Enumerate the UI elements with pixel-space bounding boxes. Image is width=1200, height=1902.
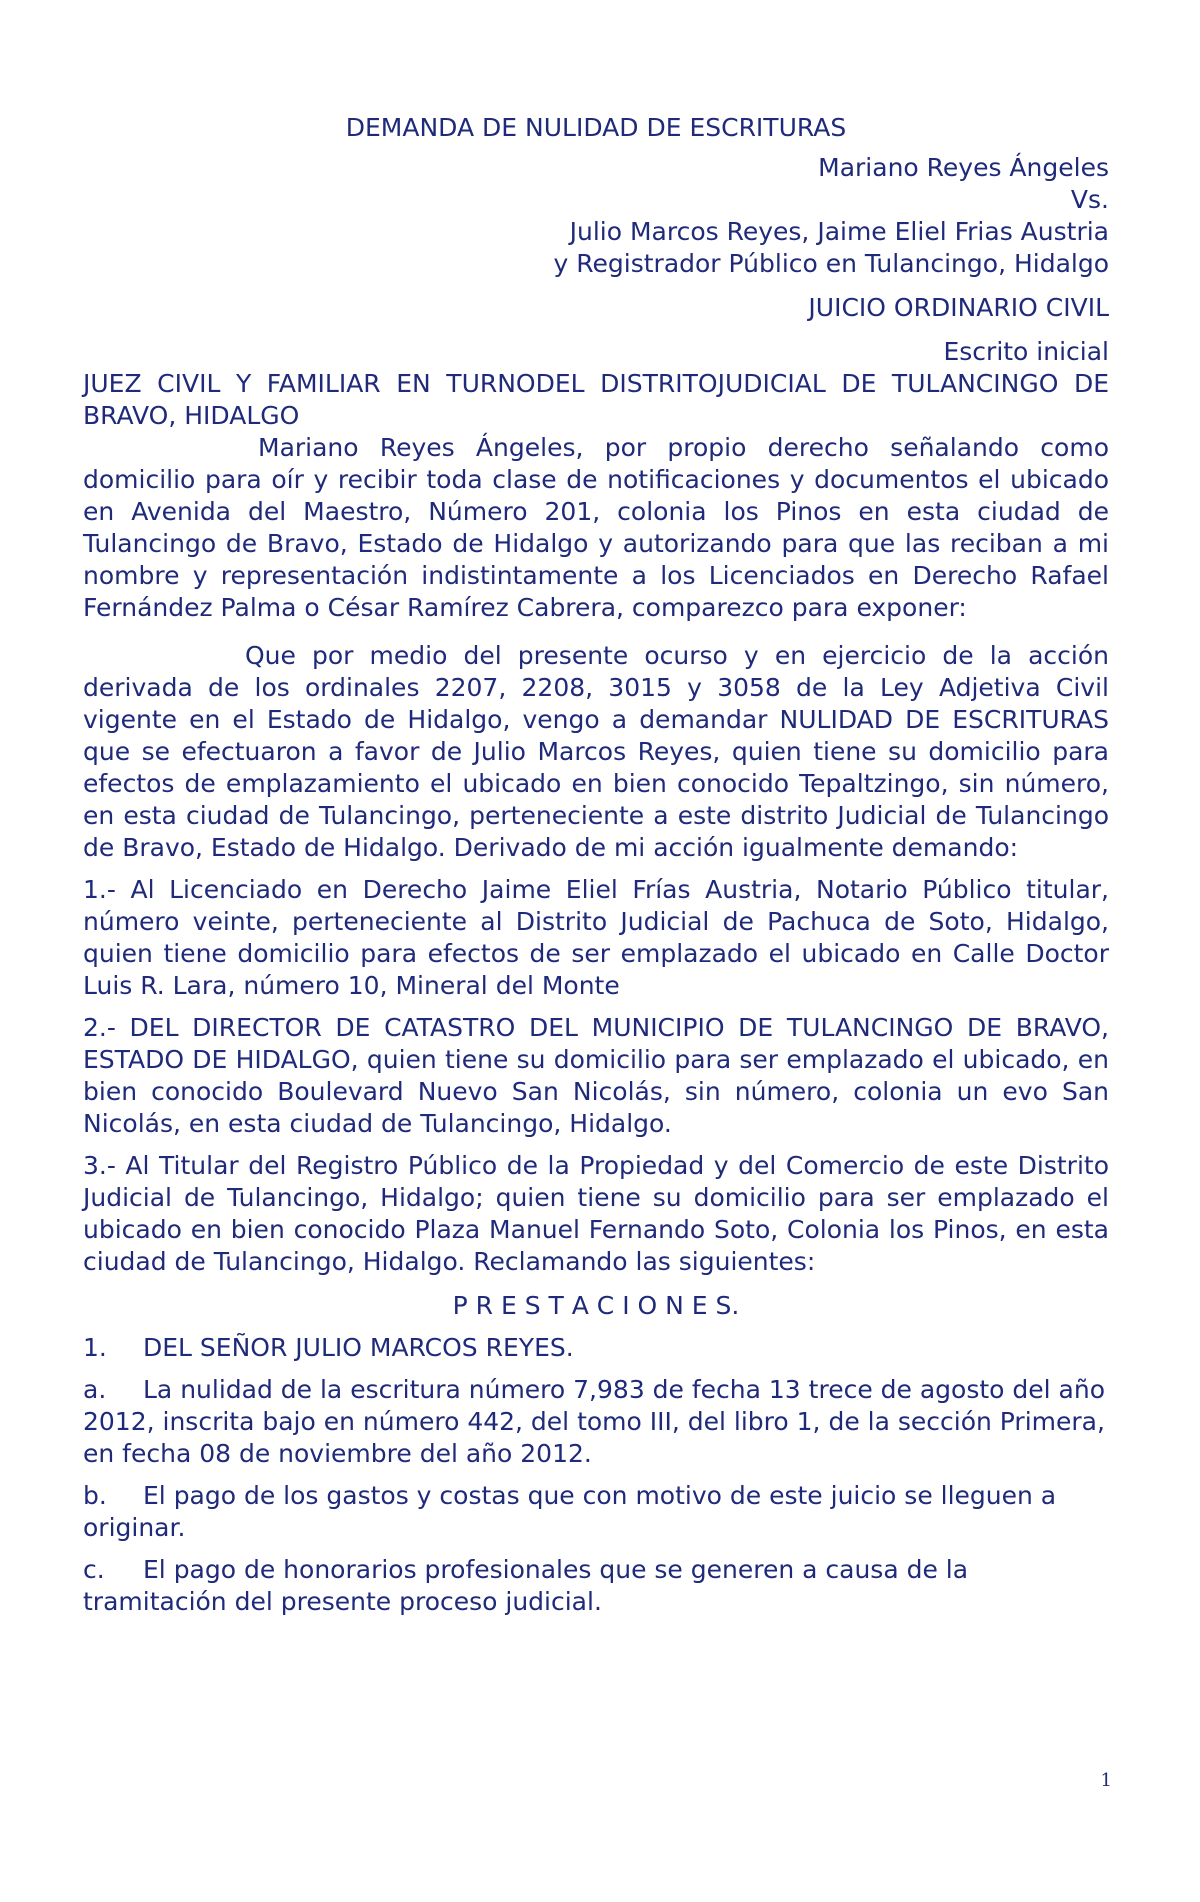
paragraph-defendant-2: 2.- DEL DIRECTOR DE CATASTRO DEL MUNICIPIO DE TULANCINGO DE BRAVO, ESTADO DE HIDALGO, quien tiene su domicilio para ser emplazado el ubicado, en bien conocido Boulevard Nuevo San Nicolás, sin número, colonia un evo San Nicolás, en esta ciudad de Tulancingo, Hidalgo. <box>83 1013 1109 1138</box>
document-type: Escrito inicial <box>943 337 1109 366</box>
list-item-label: 1. <box>83 1333 107 1362</box>
list-item-label: a. <box>83 1375 107 1404</box>
paragraph-claim: Que por medio del presente ocurso y en ejercicio de la acción derivada de los ordinales 2207, 2208, 3015 y 3058 de la Ley Adjetiva Civil vigente en el Estado de Hidalgo, vengo a demandar NULIDAD DE ESCRITURAS que se efectuaron a favor de Julio Marcos Reyes, quien tiene su domicilio para efectos de emplazamiento el ubicado en bien conocido Tepaltzingo, sin número, en esta ciudad de Tulancingo, perteneciente a este distrito Judicial de Tulancingo de Bravo, Estado de Hidalgo. Derivado de mi acción igualmente demando: <box>83 641 1109 862</box>
plaintiff-name: Mariano Reyes Ángeles <box>818 153 1109 182</box>
paragraph-defendant-3: 3.- Al Titular del Registro Público de la Propiedad y del Comercio de este Distrito Judicial de Tulancingo, Hidalgo; quien tiene su domicilio para ser emplazado el ubicado en bien conocido Plaza Manuel Fernando Soto, Colonia los Pinos, en esta ciudad de Tulancingo, Hidalgo. Reclamando las siguientes: <box>83 1151 1109 1276</box>
list-item <box>83 1480 1109 1544</box>
list-item-text: DEL SEÑOR JULIO MARCOS REYES. <box>143 1333 574 1362</box>
list-item <box>83 1374 1109 1470</box>
defendants-line-2: y Registrador Público en Tulancingo, Hidalgo <box>553 249 1109 278</box>
list-item <box>83 1554 1109 1618</box>
list-item-text: El pago de honorarios profesionales que se generen a causa de la tramitación del presente proceso judicial. <box>83 1555 969 1616</box>
case-type: JUICIO ORDINARIO CIVIL <box>808 293 1109 322</box>
court-addressee: JUEZ CIVIL Y FAMILIAR EN TURNODEL DISTRITOJUDICIAL DE TULANCINGO DE BRAVO, HIDALGO <box>83 369 1109 430</box>
document-title: DEMANDA DE NULIDAD DE ESCRITURAS <box>345 113 847 142</box>
versus-label: Vs. <box>1070 185 1109 214</box>
list-item <box>83 1332 1109 1364</box>
list-item-label: c. <box>83 1555 105 1584</box>
list-item-label: b. <box>83 1481 107 1510</box>
paragraph-introduction: Mariano Reyes Ángeles, por propio derecho señalando como domicilio para oír y recibir toda clase de notificaciones y documentos el ubicado en Avenida del Maestro, Número 201, colonia los Pinos en esta ciudad de Tulancingo de Bravo, Estado de Hidalgo y autorizando para que las reciban a mi nombre y representación indistintamente a los Licenciados en Derecho Rafael Fernández Palma o César Ramírez Cabrera, comparezco para exponer: <box>83 433 1109 622</box>
defendants-line-1: Julio Marcos Reyes, Jaime Eliel Frias Austria <box>569 217 1109 246</box>
document-body <box>83 112 1109 1628</box>
page-number: 1 <box>1100 1770 1112 1791</box>
prestaciones-heading: P R E S T A C I O N E S. <box>452 1291 740 1320</box>
paragraph-defendant-1: 1.- Al Licenciado en Derecho Jaime Eliel Frías Austria, Notario Público titular, número veinte, perteneciente al Distrito Judicial de Pachuca de Soto, Hidalgo, quien tiene domicilio para efectos de ser emplazado el ubicado en Calle Doctor Luis R. Lara, número 10, Mineral del Monte <box>83 875 1109 1000</box>
list-item-text: El pago de los gastos y costas que con motivo de este juicio se lleguen a originar. <box>83 1481 1057 1542</box>
list-item-text: La nulidad de la escritura número 7,983 de fecha 13 trece de agosto del año 2012, inscrita bajo en número 442, del tomo III, del libro 1, de la sección Primera, en fecha 08 de noviembre del año 2012. <box>83 1375 1105 1468</box>
